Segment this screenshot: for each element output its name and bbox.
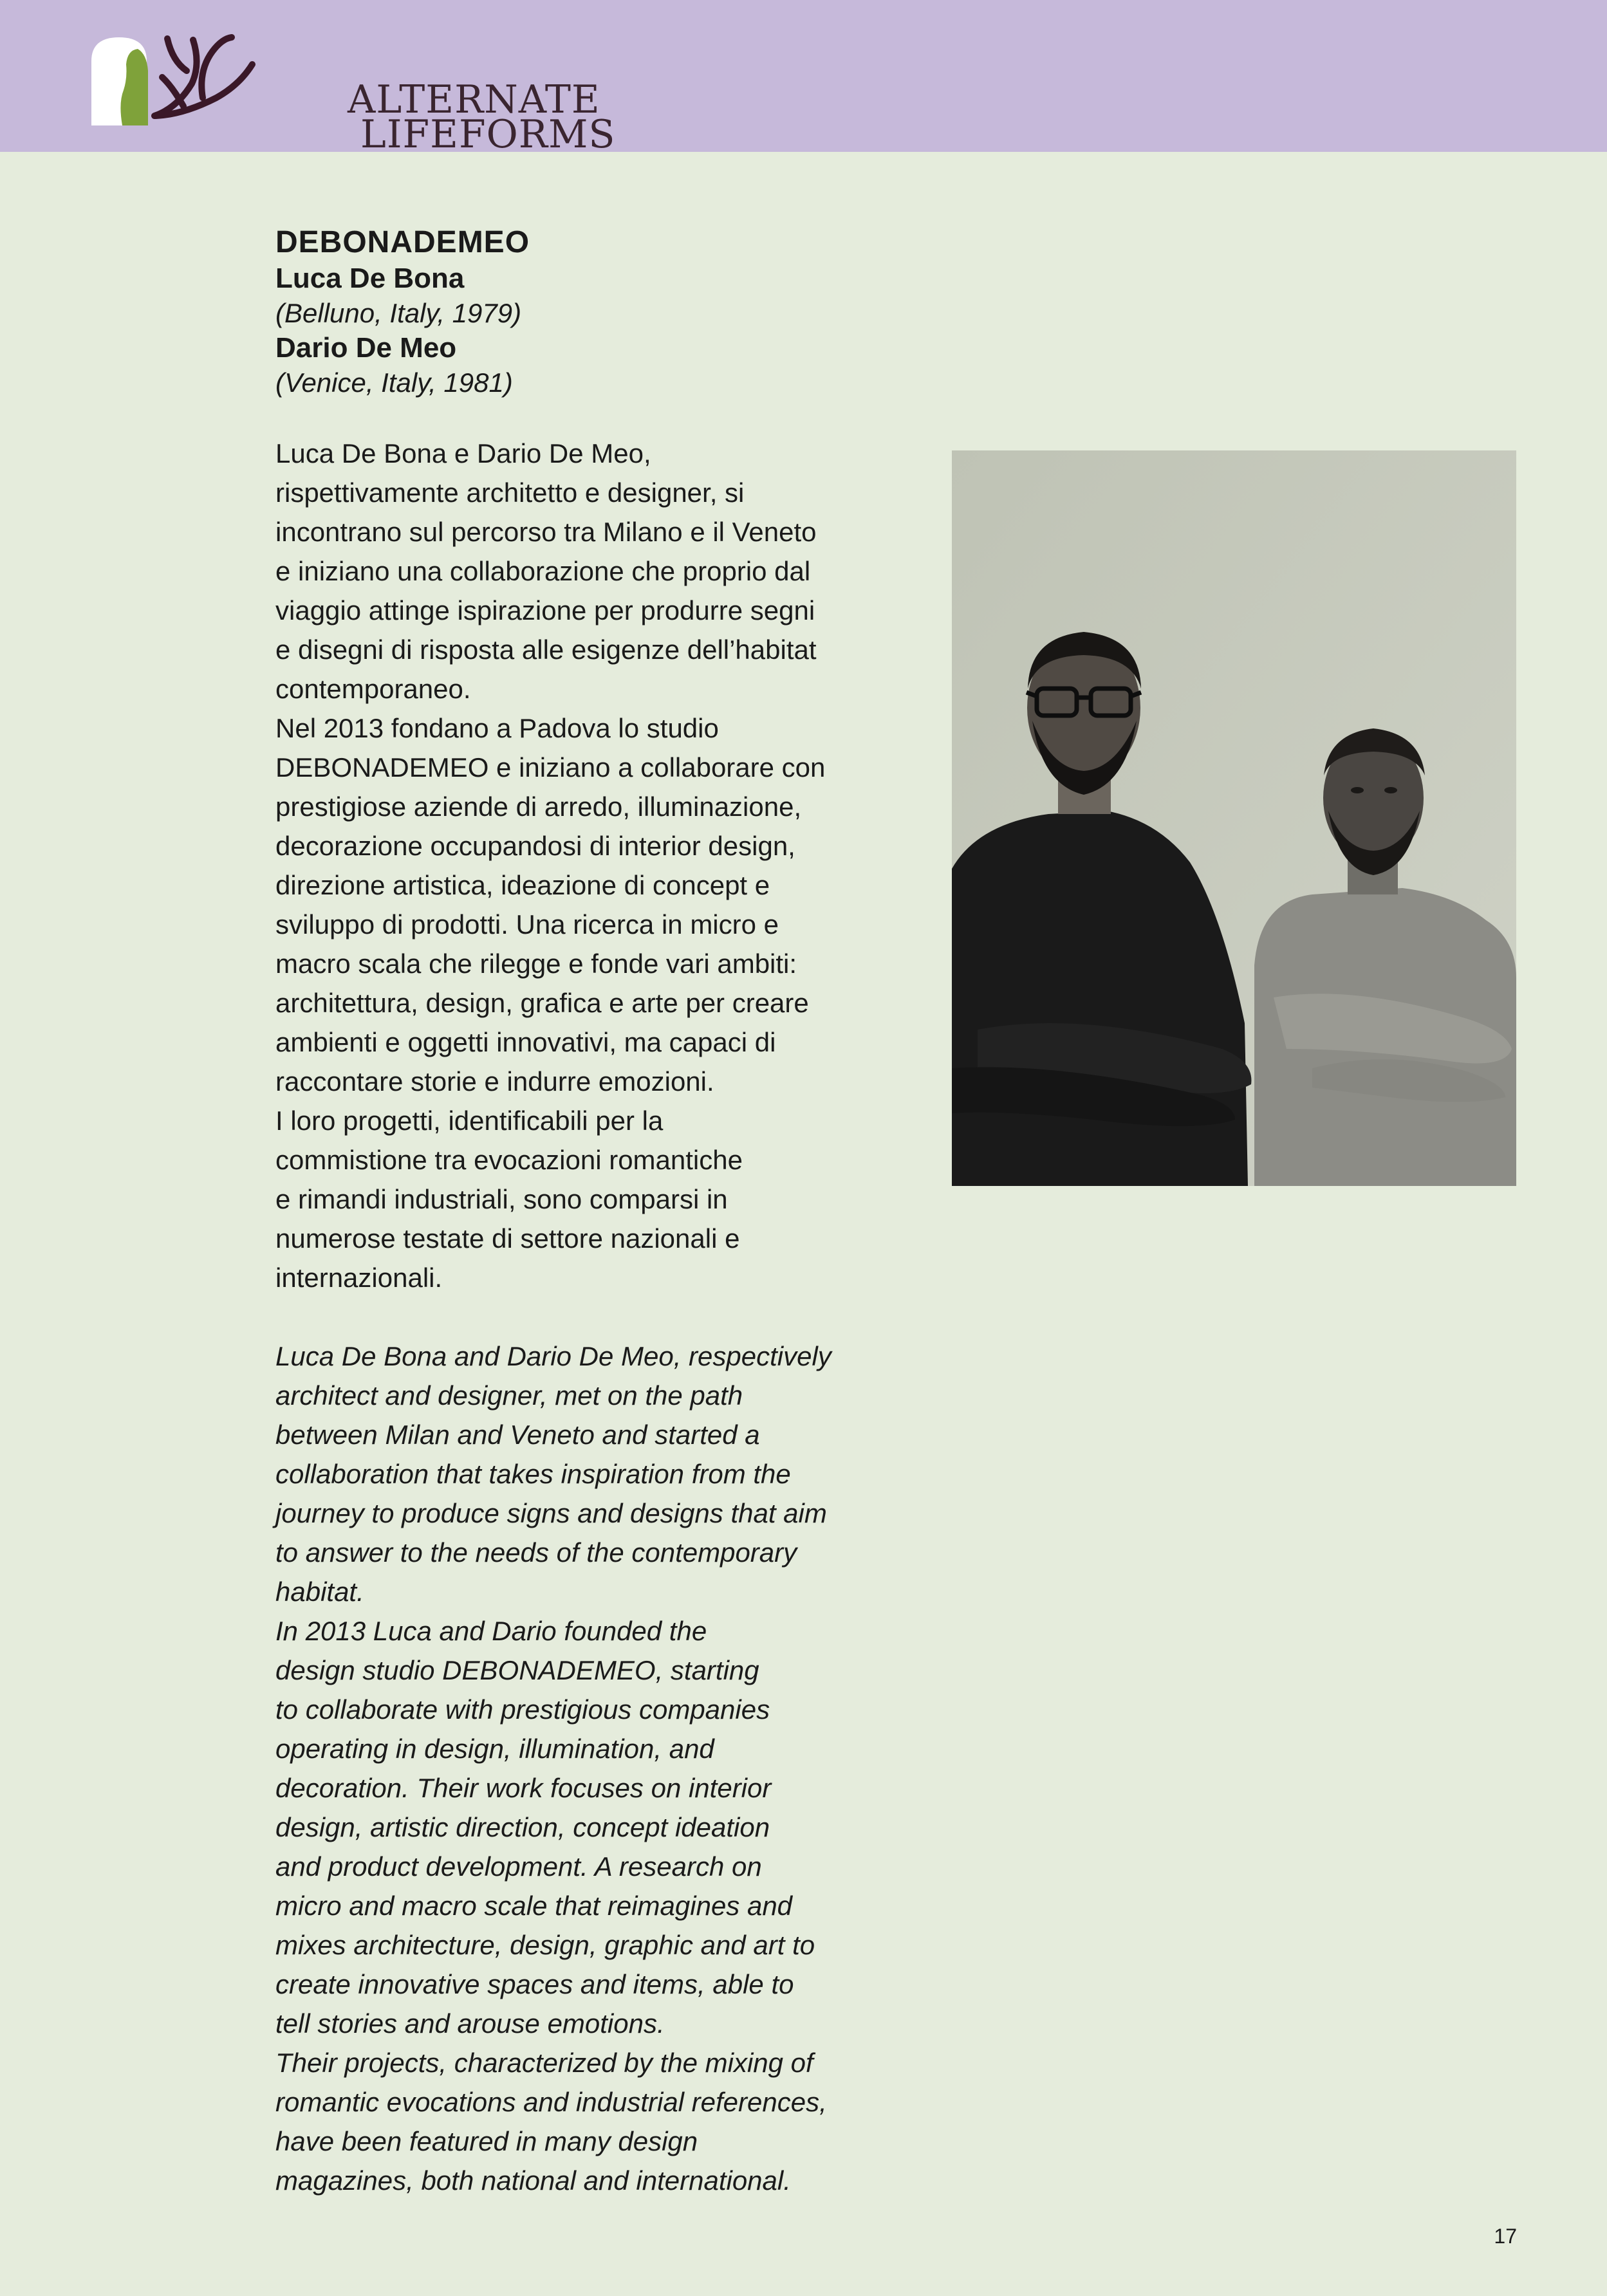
logo-wordmark (348, 77, 616, 157)
artist-name-2: Dario De Meo (275, 332, 457, 364)
page-number: 17 (1494, 2225, 1517, 2248)
logo-mark-icon (90, 26, 348, 135)
artist-origin-2: (Venice, Italy, 1981) (275, 367, 513, 398)
bio-english: Luca De Bona and Dario De Meo, respectively architect and designer, met on the path between Milan and Veneto and started a collaboration that takes inspiration from the journey to produce signs and designs that aim to answer to the needs of the contemporary habitat. In 2013 Luca and Dario founded the design studio DEBONADEMEO, starting to collaborate with prestigious companies operating in design, illumination, and decoration. Their work focuses on interior design, artistic direction, concept ideation and product development. A research on micro and macro scale that reimagines and mixes architecture, design, graphic and art to create innovative spaces and items, able to tell stories and arouse emotions. Their projects, characterized by the mixing of romantic evocations and industrial references, have been featured in many design magazines, both national and international. (275, 1341, 831, 2196)
studio-name: DEBONADEMEO (275, 225, 530, 259)
alternate-lifeforms-logo (90, 26, 616, 157)
logo-line-2: LIFEFORMS (360, 112, 616, 157)
artist-name-1: Luca De Bona (275, 263, 465, 294)
artists-photo (952, 450, 1516, 1186)
page-header (0, 0, 1607, 157)
bio-italian: Luca De Bona e Dario De Meo, rispettivamente architetto e designer, si incontrano sul percorso tra Milano e il Veneto e iniziano una collaborazione che proprio dal viaggio attinge ispirazione per produrre segni e disegni di risposta alle esigenze dell’habitat contemporaneo. Nel 2013 fondano a Padova lo studio DEBONADEMEO e iniziano a collaborare con prestigiose aziende di arredo, illuminazione, decorazione occupandosi di interior design, direzione artistica, ideazione di concept e sviluppo di prodotti. Una ricerca in micro e macro scala che rilegge e fonde vari ambiti: architettura, design, grafica e arte per creare ambienti e oggetti innovativi, ma capaci di raccontare storie e indurre emozioni. I loro progetti, identificabili per la commistione tra evocazioni romantiche e rimandi industriali, sono comparsi in numerose testate di settore nazionali e internazionali. (275, 438, 826, 1293)
portrait-photo-icon (952, 450, 1516, 1186)
artist-origin-1: (Belluno, Italy, 1979) (275, 298, 522, 328)
logo-line-1: ALTERNATE (348, 77, 600, 122)
artist-profile (275, 224, 919, 2200)
